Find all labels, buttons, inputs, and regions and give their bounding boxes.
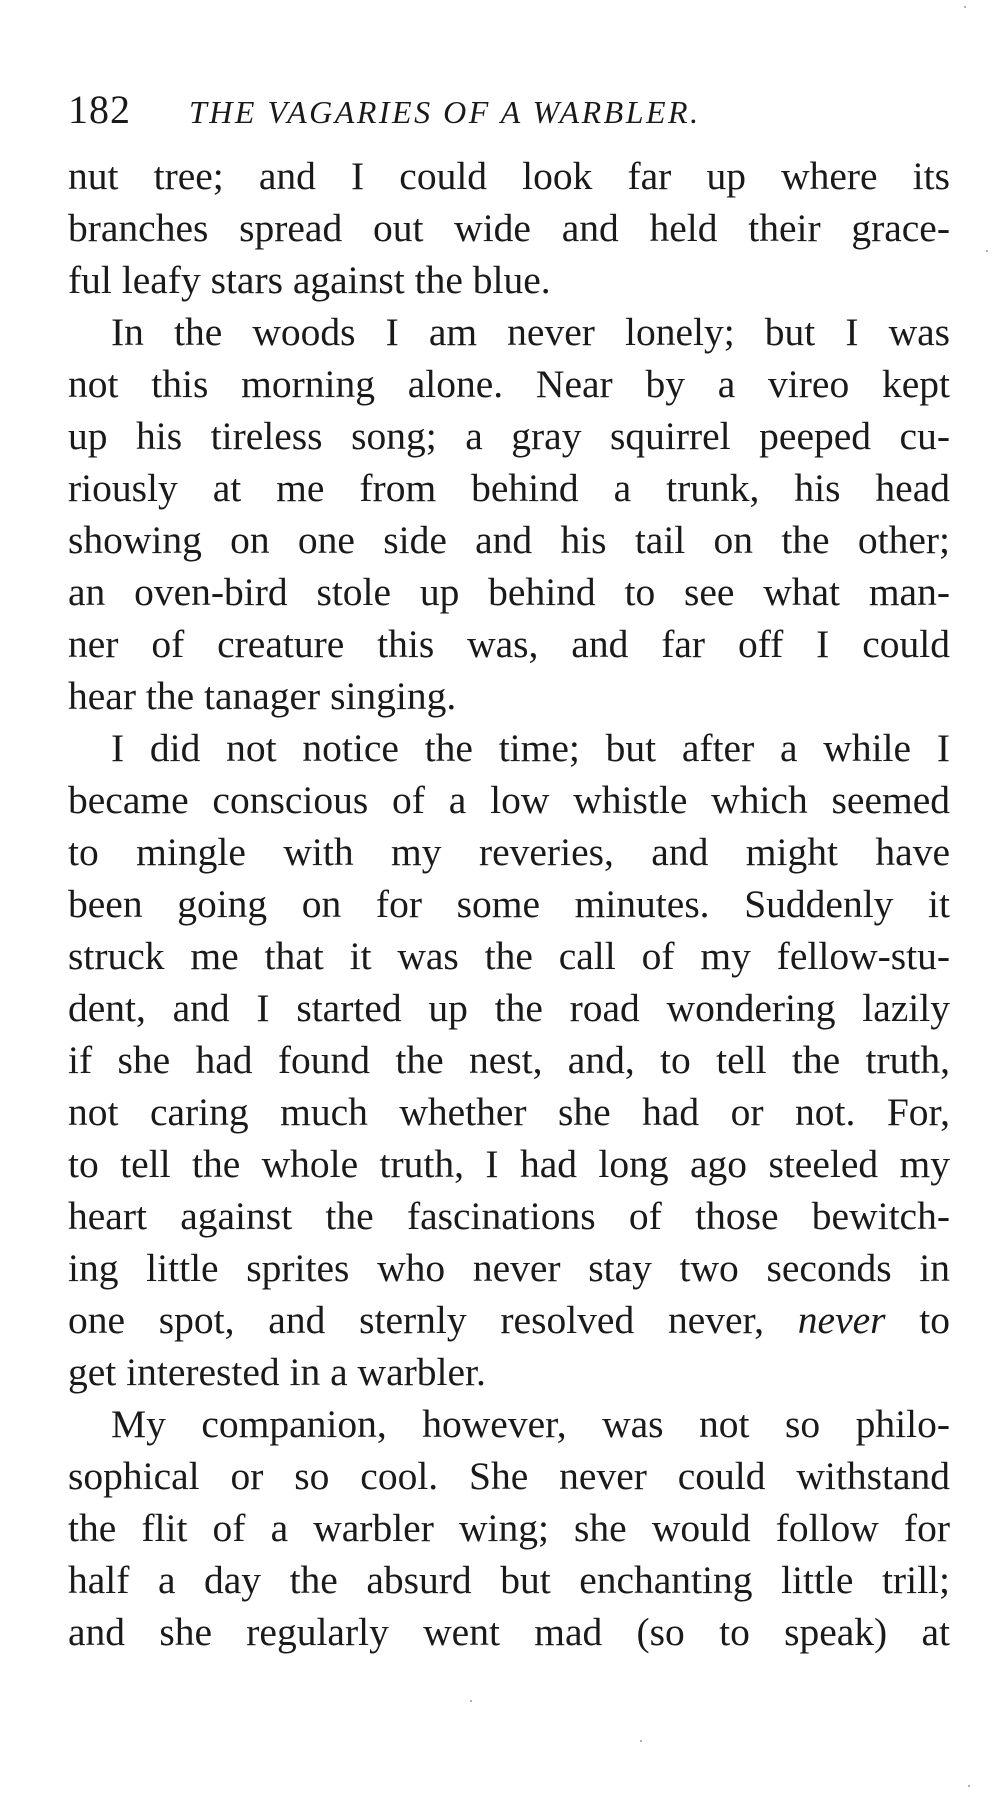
page-number: 182 [68, 87, 131, 132]
emphasized-word: never [797, 1298, 886, 1342]
paper-speck [470, 1700, 472, 1702]
text-line: became conscious of a low whistle which seemed [68, 778, 950, 822]
book-page [68, 86, 950, 1658]
body-text [68, 150, 950, 1658]
text-line: struck me that it was the call of my fellow-stu- [68, 934, 950, 978]
paper-speck [640, 1740, 642, 1742]
text-line: heart against the fascinations of those bewitch- [68, 1194, 950, 1238]
text-line: In the woods I am never lonely; but I was [111, 310, 950, 354]
text-line: branches spread out wide and held their grace- [68, 206, 950, 250]
paragraph [68, 150, 950, 306]
paper-speck [964, 6, 966, 8]
paper-speck [968, 1785, 970, 1787]
text-line: My companion, however, was not so philo- [111, 1402, 950, 1446]
text-line: ing little sprites who never stay two seconds in [68, 1246, 950, 1290]
paragraph [68, 1398, 950, 1658]
text-line: not caring much whether she had or not. For, [68, 1090, 950, 1134]
text-line: not this morning alone. Near by a vireo kept [68, 362, 950, 406]
text-line: if she had found the nest, and, to tell the truth, [68, 1038, 950, 1082]
text-line: sophical or so cool. She never could withstand [68, 1454, 950, 1498]
text-fragment: one spot, and sternly resolved never, [68, 1298, 764, 1342]
text-line: hear the tanager singing. [68, 674, 457, 718]
text-line: up his tireless song; a gray squirrel peeped cu- [68, 414, 950, 458]
text-line: ner of creature this was, and far off I could [68, 622, 950, 666]
text-line: an oven-bird stole up behind to see what man- [68, 570, 950, 614]
text-line: get interested in a warbler. [68, 1350, 486, 1394]
text-line: to tell the whole truth, I had long ago steeled my [68, 1142, 950, 1186]
paragraph [68, 306, 950, 722]
text-line: the flit of a warbler wing; she would follow for [68, 1506, 950, 1550]
text-line-with-emphasis [68, 1294, 950, 1346]
text-line: to mingle with my reveries, and might have [68, 830, 950, 874]
text-line: riously at me from behind a trunk, his head [68, 466, 950, 510]
text-line: ful leafy stars against the blue. [68, 258, 551, 302]
running-title: THE VAGARIES OF A WARBLER. [189, 94, 701, 130]
text-line: dent, and I started up the road wondering lazily [68, 986, 950, 1030]
text-line: half a day the absurd but enchanting little trill; [68, 1558, 950, 1602]
text-line: I did not notice the time; but after a while I [111, 726, 950, 770]
text-line: been going on for some minutes. Suddenly it [68, 882, 950, 926]
text-line: nut tree; and I could look far up where its [68, 154, 950, 198]
text-fragment: to [919, 1298, 951, 1342]
text-line: and she regularly went mad (so to speak) at [68, 1610, 950, 1654]
running-head [68, 86, 950, 142]
text-line: showing on one side and his tail on the other; [68, 518, 950, 562]
paragraph [68, 722, 950, 1398]
paper-speck [986, 250, 988, 252]
